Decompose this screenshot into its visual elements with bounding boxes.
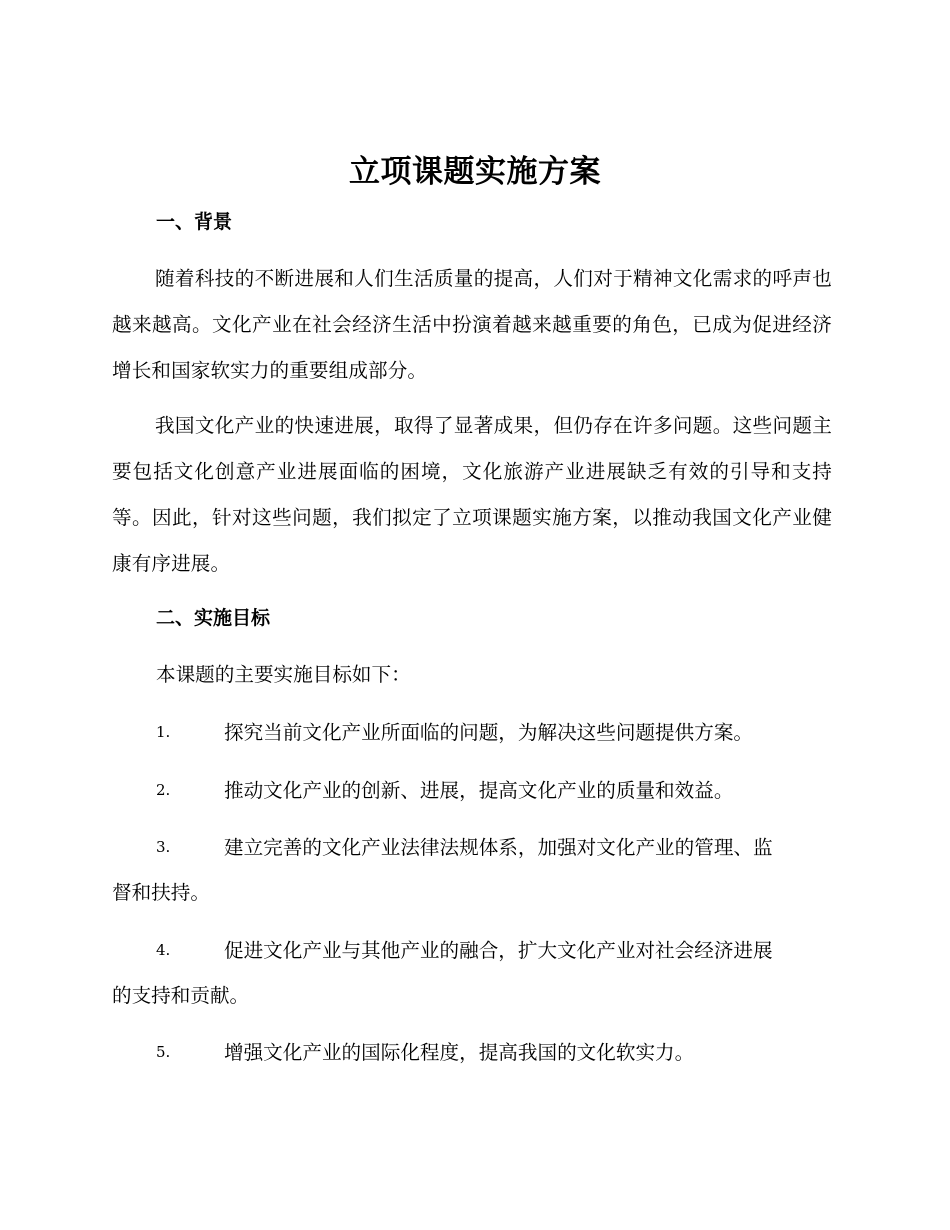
list-item	[112, 710, 832, 755]
list-item-number: 5.	[156, 1043, 171, 1061]
list-item-text-continued: 的支持和贡献。	[112, 984, 250, 1007]
list-item	[112, 928, 832, 1018]
list-item-number: 1.	[156, 723, 171, 741]
list-item-text: 建立完善的文化产业法律法规体系，加强对文化产业的管理、监	[224, 836, 773, 859]
list-item-number: 4.	[156, 941, 171, 959]
list-item	[112, 825, 832, 915]
background-paragraph-2: 我国文化产业的快速进展，取得了显著成果，但仍存在许多问题。这些问题主要包括文化创意产业进展面临的困境，文化旅游产业进展缺乏有效的引导和支持等。因此，针对这些问题，我们拟定了立项课题实施方案，以推动我国文化产业健康有序进展。	[112, 414, 832, 575]
list-item-text-continued: 督和扶持。	[112, 881, 210, 904]
list-item-number: 2.	[156, 781, 171, 799]
list-item-number: 3.	[156, 838, 171, 856]
page-title: 立项课题实施方案	[349, 154, 601, 190]
list-item	[112, 1030, 832, 1075]
list-item	[112, 768, 832, 813]
section-heading-goals: 二、实施目标	[156, 607, 271, 629]
section-heading-background: 一、背景	[156, 211, 233, 233]
background-paragraph-1: 随着科技的不断进展和人们生活质量的提高，人们对于精神文化需求的呼声也越来越高。文化产业在社会经济生活中扮演着越来越重要的角色，已成为促进经济增长和国家软实力的重要组成部分。	[112, 267, 832, 382]
list-item-text: 促进文化产业与其他产业的融合，扩大文化产业对社会经济进展	[224, 939, 773, 962]
list-item-text: 推动文化产业的创新、进展，提高文化产业的质量和效益。	[224, 779, 734, 802]
list-item-text: 探究当前文化产业所面临的问题，为解决这些问题提供方案。	[224, 721, 754, 744]
goals-intro: 本课题的主要实施目标如下：	[156, 663, 411, 686]
list-item-text: 增强文化产业的国际化程度，提高我国的文化软实力。	[224, 1041, 695, 1064]
